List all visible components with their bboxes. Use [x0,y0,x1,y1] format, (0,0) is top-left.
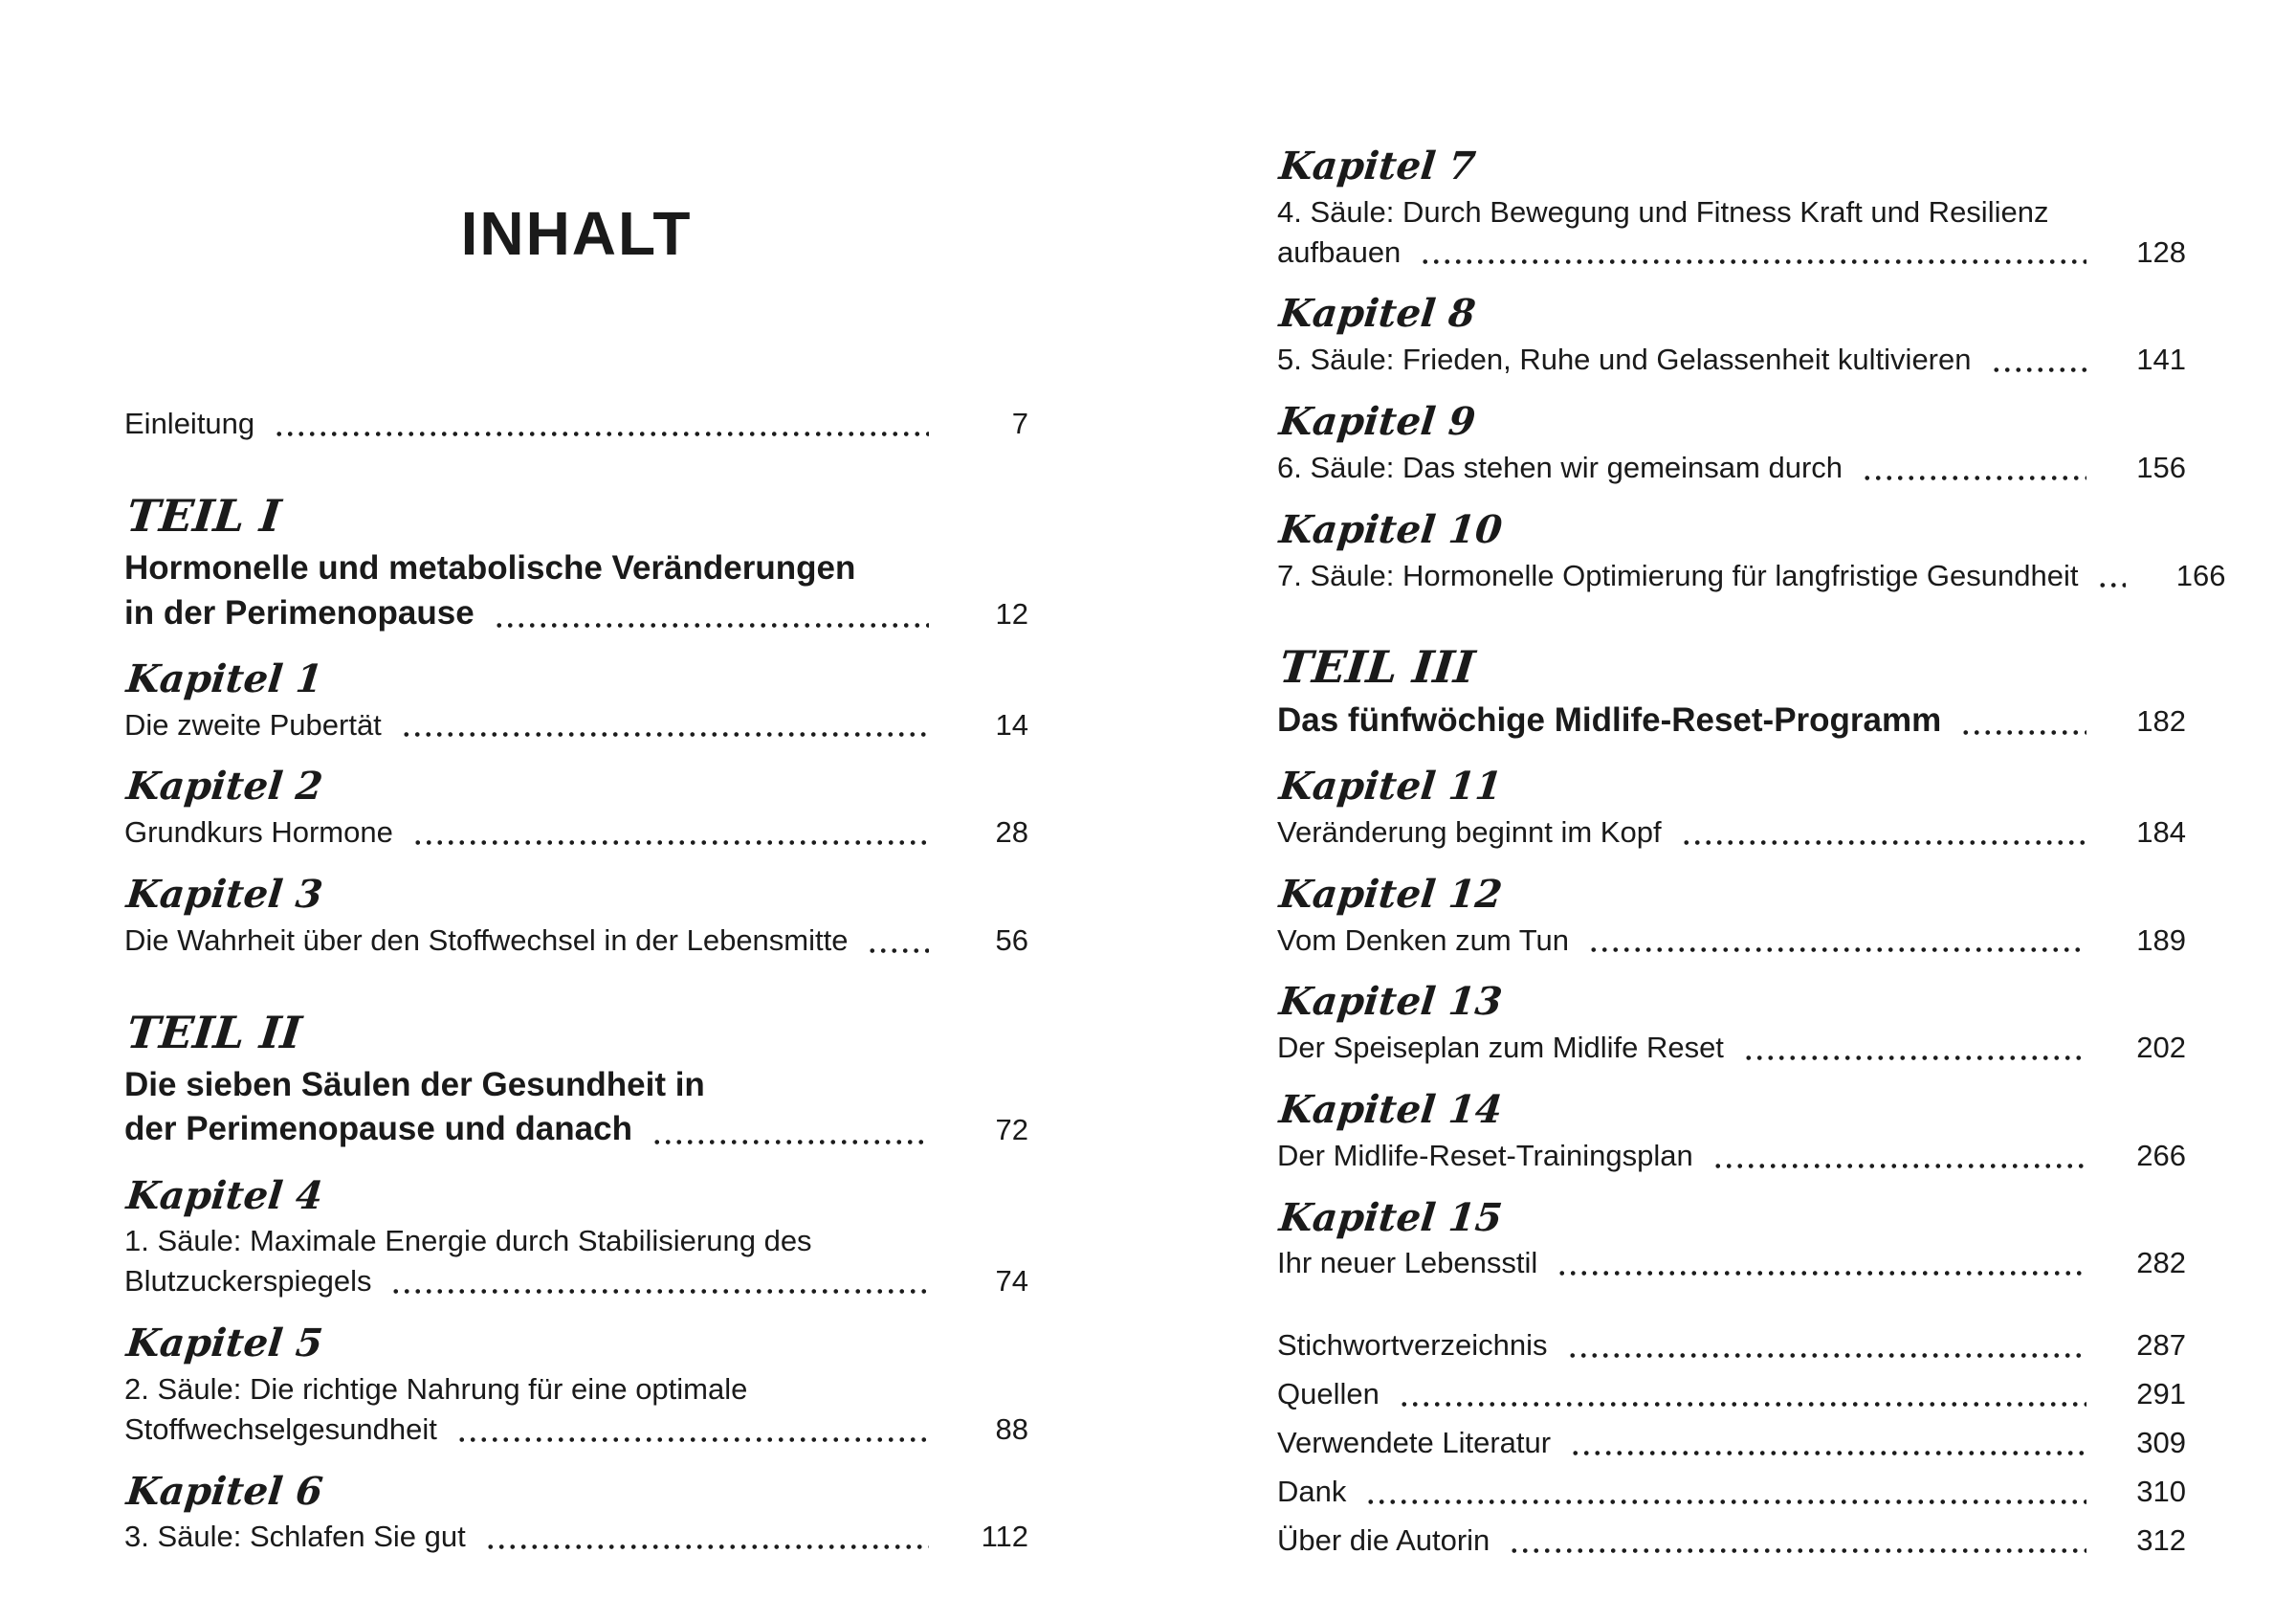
toc-entry [1277,1521,2186,1561]
dot-leader [1556,1270,2086,1277]
dot-leader [867,947,929,954]
page-number: 112 [981,1520,1028,1554]
toc-row [1277,556,2226,596]
chapter-kicker: Kapitel 3 [123,872,325,918]
entry-label: Dank [1277,1474,1347,1508]
page-number: 156 [2136,450,2186,484]
entry-label: Stoffwechselgesundheit [124,1411,437,1446]
entry-label: Ihr neuer Lebensstil [1277,1246,1538,1280]
page-number: 312 [2136,1522,2186,1557]
toc-entry [124,404,1028,444]
chapter-kicker: Kapitel 12 [1276,871,1505,917]
toc-entry [123,1006,1028,1152]
toc-entry [1277,643,2186,743]
chapter-kicker: Kapitel 15 [1276,1194,1505,1240]
dot-leader [1365,1499,2086,1505]
page-number: 184 [2136,814,2186,849]
page-number: 310 [2136,1474,2186,1508]
chapter-kicker: Kapitel 10 [1276,506,1505,552]
toc-entry [1277,145,2186,272]
entry-label: 2. Säule: Die richtige Nahrung für eine optimale [124,1371,748,1406]
entry-label: 5. Säule: Frieden, Ruhe und Gelassenheit kultivieren [1277,343,1972,377]
toc-row [124,1107,1028,1151]
entry-label: Die zweite Pubertät [124,707,382,742]
toc-right-column [1276,0,2226,1621]
toc-row [124,1410,1028,1450]
dot-leader [651,1139,929,1145]
toc-row [1277,1028,2186,1068]
chapter-kicker: Kapitel 8 [1276,291,1478,337]
toc-row [1277,448,2186,488]
toc-row [1277,233,2186,273]
backmatter-list [1277,1325,2186,1560]
dot-leader [274,431,929,437]
page-number: 72 [995,1113,1028,1147]
dot-leader [401,731,929,738]
dot-leader [1862,475,2086,481]
entry-label: Quellen [1277,1377,1380,1411]
part-title-line: Hormonelle und metabolische Veränderungen [124,549,856,588]
toc-entry [124,1322,1028,1449]
page-number: 189 [2136,922,2186,957]
toc-row [124,404,1028,444]
page-number: 28 [995,815,1028,850]
toc-entry [1276,506,2226,596]
toc-row [1277,340,2186,380]
page-number: 166 [2175,558,2226,592]
entry-label: Grundkurs Hormone [124,815,393,850]
dot-leader [494,622,929,629]
chapter-kicker: Kapitel 1 [123,655,325,701]
part-kicker: TEIL I [123,489,284,542]
toc-row [1277,1136,2186,1176]
page-number: 74 [995,1264,1028,1299]
toc-entry [1276,1194,2186,1284]
chapter-kicker: Kapitel 5 [123,1321,325,1366]
entry-label: Stichwortverzeichnis [1277,1328,1548,1363]
chapter-kicker: Kapitel 9 [1276,399,1478,445]
toc-entry [1277,1374,2186,1414]
page-number: 88 [995,1411,1028,1446]
entry-label: 1. Säule: Maximale Energie durch Stabilisierung des [124,1224,812,1258]
page-number: 14 [995,707,1028,742]
part-title-line: Die sieben Säulen der Gesundheit in [124,1066,705,1104]
page-number: 202 [2136,1031,2186,1065]
page-number: 7 [1011,407,1028,440]
toc-entry [123,1172,1028,1301]
toc-entry [123,655,1028,745]
dot-leader [1681,839,2086,846]
entry-label: 6. Säule: Das stehen wir gemeinsam durch [1277,450,1843,484]
chapter-kicker: Kapitel 7 [1276,144,1478,189]
entry-label: 7. Säule: Hormonelle Optimierung für langfristige Gesundheit [1277,558,2079,592]
toc-entry [1277,981,2186,1068]
chapter-kicker: Kapitel 6 [123,1468,325,1514]
page-number: 287 [2136,1328,2186,1363]
toc-row [124,921,1028,961]
entry-label: Über die Autorin [1277,1522,1490,1557]
toc-entry [1277,293,2186,380]
entry-label: Blutzuckerspiegels [124,1264,372,1299]
part-title-line: Das fünfwöchige Midlife-Reset-Programm [1277,700,1942,739]
page-number: 266 [2136,1138,2186,1172]
toc-row [124,591,1028,635]
toc-entry [1277,766,2186,853]
toc-row [1277,699,2186,743]
dot-leader [1399,1401,2086,1408]
entry-label: Einleitung [124,407,255,440]
toc-left-column [124,0,1028,1621]
page-number: 182 [2136,703,2186,738]
toc-entry [1277,1423,2186,1463]
chapter-kicker: Kapitel 13 [1276,979,1505,1025]
entry-label: aufbauen [1277,234,1402,269]
entry-label: Die Wahrheit über den Stoffwechsel in der Lebensmitte [124,922,849,957]
page-number: 128 [2136,234,2186,269]
dot-leader [1960,729,2086,736]
entry-label: Verwendete Literatur [1277,1426,1552,1459]
toc-entry [123,1468,1028,1558]
page-number: 282 [2136,1246,2186,1280]
chapter-kicker: Kapitel 4 [123,1172,325,1218]
toc-entry [1277,1472,2186,1512]
chapter-kicker: Kapitel 11 [1276,764,1505,810]
toc-row [1277,1325,2186,1366]
toc-row [1277,1374,2186,1414]
toc-row [1277,1521,2186,1561]
toc-row [1277,1243,2186,1283]
page-number: 56 [995,922,1028,957]
dot-leader [1567,1352,2086,1359]
page-number: 309 [2136,1426,2186,1459]
toc-row [1277,1472,2186,1512]
toc-entry [124,766,1028,853]
part-kicker: TEIL II [123,1006,304,1058]
dot-leader [2097,582,2126,588]
entry-label: 3. Säule: Schlafen Sie gut [124,1520,466,1554]
part-title-line: in der Perimenopause [124,593,475,632]
entry-label: Vom Denken zum Tun [1277,922,1569,957]
entry-label: Veränderung beginnt im Kopf [1277,814,1662,849]
entry-label: Der Midlife-Reset-Trainingsplan [1277,1138,1693,1172]
dot-leader [1509,1547,2086,1554]
page-number: 141 [2136,343,2186,377]
dot-leader [1570,1450,2086,1456]
chapter-kicker: Kapitel 2 [123,764,325,810]
chapter-kicker: Kapitel 14 [1276,1087,1505,1133]
toc-entry [1277,1089,2186,1176]
toc-row [124,1517,1028,1557]
page-number: 291 [2136,1377,2186,1411]
page-number: 12 [995,596,1028,631]
dot-leader [1588,946,2086,953]
toc-row [1277,1423,2186,1463]
toc-row [124,1261,1028,1301]
toc-row [124,705,1028,745]
dot-leader [390,1288,929,1295]
toc-row [1277,812,2186,853]
toc-row [124,812,1028,853]
toc-entry [124,874,1028,961]
dot-leader [1420,258,2086,265]
dot-leader [1743,1055,2086,1061]
dot-leader [412,839,929,846]
dot-leader [1991,366,2087,373]
toc-entry [1277,1325,2186,1366]
dot-leader [1712,1163,2086,1169]
entry-label: Der Speiseplan zum Midlife Reset [1277,1031,1724,1065]
toc-entry [123,489,1028,635]
dot-leader [485,1543,929,1550]
toc-entry [1276,871,2186,961]
toc-row [1277,921,2186,961]
page-title: INHALT [460,199,693,268]
part-kicker: TEIL III [1276,641,1478,694]
entry-label: 4. Säule: Durch Bewegung und Fitness Kraft und Resilienz [1277,194,2049,229]
dot-leader [456,1436,929,1443]
toc-entry [1277,401,2186,488]
part-title-line: der Perimenopause und danach [124,1110,632,1148]
